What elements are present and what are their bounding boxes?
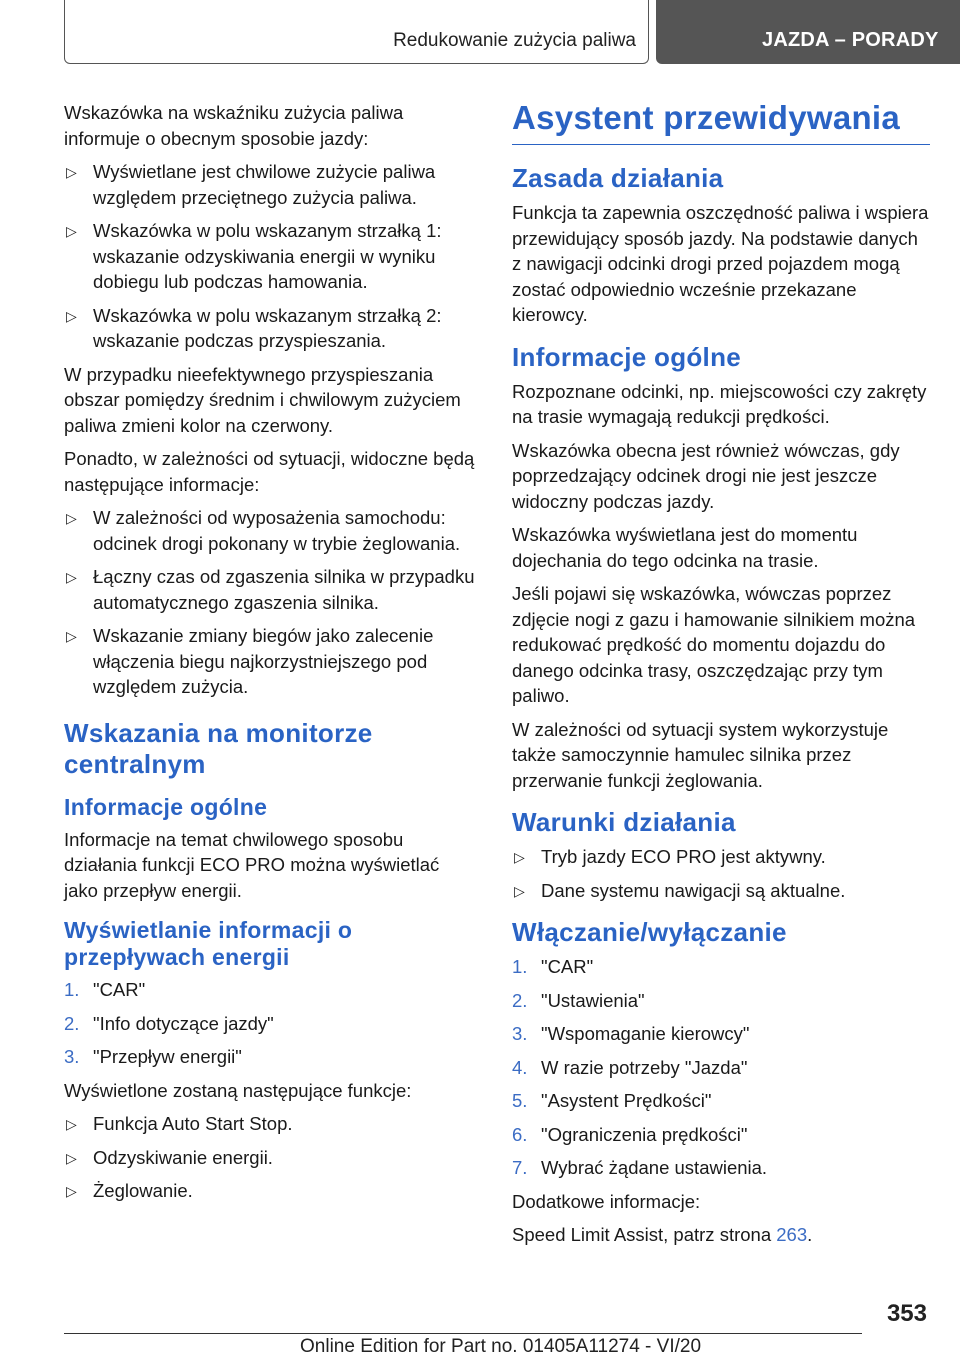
left-column [64,100,478,1212]
header-section-title: Redukowanie zużycia paliwa [393,30,636,51]
list-item: 7. Wybrać żądane ustawienia. [512,1157,768,1178]
triangle-bullet-icon: ▷ [66,1149,77,1166]
list-item: 5. "Asystent Prędkości" [512,1090,712,1111]
list-item: 2. "Ustawienia" [512,989,645,1011]
list-item: ▷ Żeglowanie. [64,1178,478,1204]
list-item: ▷ Tryb jazdy ECO PRO jest aktywny. [512,844,930,870]
left-para-1: W przypadku nieefektywnego przyspieszania obszar pomiędzy średnim i chwilowym zużyciem paliwa zmieni kolor na czerwony. [64,363,461,436]
list-item: 1. "CAR" [64,979,146,1000]
right-para-6: W zależności od sytuacji system wykorzystuje także samoczynnie hamulec silnika przez przerwanie funkcji żeglowania. [512,718,889,791]
triangle-bullet-icon: ▷ [66,569,77,585]
triangle-bullet-icon: ▷ [66,164,77,180]
right-para-3: Wskazówka obecna jest również wówczas, gdy poprzedzający odcinek drogi nie jest jeszcze widoczny podczas jazdy. [512,439,900,512]
heading-energy-flow: Wyświetlanie informacji o przepływach energii [64,917,353,970]
triangle-bullet-icon: ▷ [66,307,77,324]
header-section-box [64,0,649,64]
list-item: ▷ Łączny czas od zgaszenia silnika w przypadku automatycznego zgaszenia silnika. [66,566,475,613]
triangle-bullet-icon: ▷ [514,849,525,865]
list-item: ▷ Wskazówka w polu wskazanym strzałką 1: wskazanie odzyskiwania energii w wyniku dobiegu lub podczas hamowania. [66,220,442,292]
header-chapter-box [656,0,960,64]
left-para-4: Wyświetlone zostaną następujące funkcje: [64,1079,412,1101]
triangle-bullet-icon: ▷ [514,882,525,899]
list-item: 4. W razie potrzeby "Jazda" [512,1056,748,1078]
heading-general-info: Informacje ogólne [64,793,268,820]
list-item: ▷ Odzyskiwanie energii. [64,1145,478,1171]
heading-on-off: Włączanie/wyłączanie [512,917,787,947]
heading-central-monitor: Wskazania na monitorze centralnym [64,717,373,779]
list-item: ▷ Wyświetlane jest chwilowe zużycie paliwa względem przeciętnego zużycia paliwa. [66,161,436,208]
triangle-bullet-icon: ▷ [66,1183,77,1199]
list-item: 2. "Info dotyczące jazdy" [64,1012,274,1034]
heading-general-info: Informacje ogólne [512,341,742,372]
list-item: 3. "Wspomaganie kierowcy" [512,1023,750,1044]
footer-edition: Online Edition for Part no. 01405A11274 - VI/20 [300,1336,702,1357]
header-chapter-title: JAZDA – PORADY [762,29,939,51]
right-para-1: Funkcja ta zapewnia oszczędność paliwa i wspiera przewidujący sposób jazdy. Na podstawie danych z nawigacji odcinki drogi przed pojazdem mogą zostać odpowiednio wcześnie przekazane kierowcy. [512,202,929,325]
page-title: Asystent przewidywania [512,100,930,145]
list-item: ▷ Dane systemu nawigacji są aktualne. [512,878,930,904]
footer-divider [64,1333,862,1334]
heading-conditions: Warunki działania [512,807,736,837]
list-item: ▷ W zależności od wyposażenia samochodu: odcinek drogi pokonany w trybie żeglowania. [66,507,461,554]
right-para-4: Wskazówka wyświetlana jest do momentu dojechania do tego odcinka na trasie. [512,524,858,571]
right-para-2: Rozpoznane odcinki, np. miejscowości czy zakręty na trasie wymagają redukcji prędkości. [512,380,927,427]
list-item: 1. "CAR" [512,956,594,977]
right-para-5: Jeśli pojawi się wskazówka, wówczas poprzez zdjęcie nogi z gazu i hamowanie silnikiem można redukować prędkość do momentu dojazdu do danego odcinka trasy, oszczędzając przy tym paliwo. [512,583,916,706]
triangle-bullet-icon: ▷ [66,510,77,526]
left-para-2: Ponadto, w zależności od sytuacji, widoczne będą następujące informacje: [64,448,475,495]
list-item: ▷ Wskazanie zmiany biegów jako zalecenie włączenia biegu najkorzystniejszego pod względem zużycia. [66,625,434,697]
page-number: 353 [886,1300,927,1327]
page-link-263[interactable]: 263 [776,1224,808,1245]
right-para-7: Dodatkowe informacje: [512,1190,701,1212]
triangle-bullet-icon: ▷ [66,628,77,644]
right-para-8: Speed Limit Assist, patrz strona 263. [512,1224,813,1245]
left-para-3: Informacje na temat chwilowego sposobu działania funkcji ECO PRO można wyświetlać jako przepływ energii. [64,828,440,901]
list-item: 6. "Ograniczenia prędkości" [512,1123,748,1145]
triangle-bullet-icon: ▷ [66,223,77,239]
list-item: 3. "Przepływ energii" [64,1046,242,1067]
right-column [512,100,930,1256]
triangle-bullet-icon: ▷ [66,1116,77,1132]
heading-principle: Zasada działania [512,163,724,193]
left-intro: Wskazówka na wskaźniku zużycia paliwa informuje o obecnym sposobie jazdy: [64,102,404,149]
list-item: ▷ Wskazówka w polu wskazanym strzałką 2: wskazanie podczas przyspieszania. [66,304,442,351]
list-item: ▷ Funkcja Auto Start Stop. [64,1111,478,1137]
